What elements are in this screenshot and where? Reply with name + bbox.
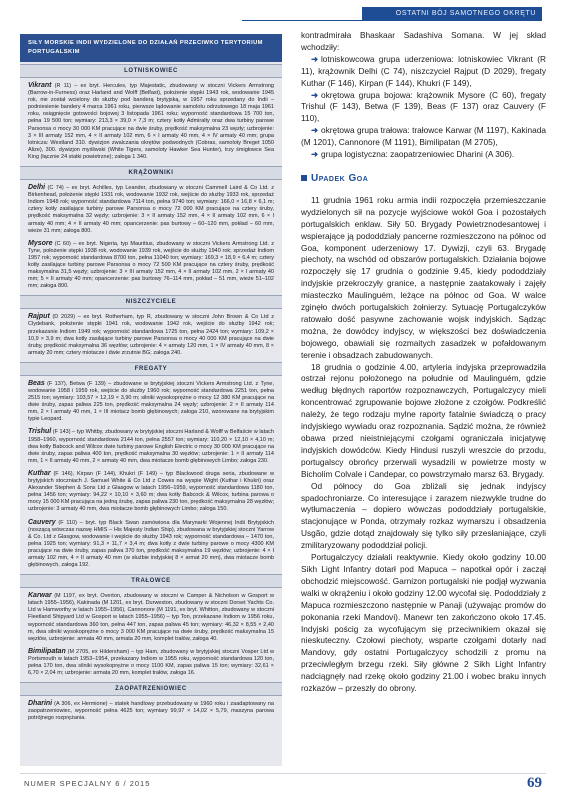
sidebar-section-heading: KRĄŻOWNIKI xyxy=(20,166,282,180)
ship-name: Trishul xyxy=(28,428,52,436)
ship-entry xyxy=(20,311,282,360)
ship-entry xyxy=(20,182,282,238)
ship-description: (D 2029) – ex bryt. Rotherham, typ R, zbudowany w stoczni John Brown & Co Ltd z Clydebank, położenie stępki 1941 rok, wodowanie 1942 rok, wejście do służby 1942 rok; przekazanie Indiom 1949 rok; wyporność standardowa 1725 ton, pełna 2424 ton; wymiary: 109,2 × 10,9 × 3,9 m; dwa kotły zasilające turbiny parowe Parsonsa o mocy 40 000 KM pracujące na dwie śruby, prędkość maksymalna 36 węzłów; uzbrojenie: 4 × armaty 120 mm, 1 × IV armaty 40 mm, 8 × armaty 20 mm; cztery miotacze i dwie zrzutnie BG; załoga 240. xyxy=(28,314,274,356)
arrow-bullet-icon: ➜ xyxy=(311,89,318,100)
ship-name: Karwar xyxy=(28,592,52,600)
sidebar-section-heading: FREGATY xyxy=(20,362,282,376)
force-group-text: okrętowa grupa bojowa: krążownik Mysore (C 60), fregaty Trishul (F 143), Betwa (F 139), Beas (F 137) oraz Cauvery (F 110), xyxy=(301,89,546,124)
arrow-bullet-icon: ➜ xyxy=(311,149,318,160)
ship-name: Kuthar xyxy=(28,469,51,477)
force-group-list xyxy=(301,54,546,161)
ship-name: Cauvery xyxy=(28,518,56,526)
ship-description: (C 74) – ex bryt. Achilles, typ Leander, zbudowany w stoczni Cammell Laird & Co Ltd. z Birkenhead, położenie stępki 1931 rok, wodowanie 1932 rok, wejście do służby 1933 rok, sprzedaż Indiom 1948 rok; wyporność standardowa 7114 ton, pełna 9740 ton; wymiary: 166,0 × 16,8 × 6,1 m; cztery kotły zasilające turbiny parowe Parsonsa o mocy 72 000 KM pracujące na cztery śruby, prędkość maksymalna 32 węzły; uzbrojenie: 3 × II armaty 152 mm, 4 × II armaty 102 mm, 6 × I armaty 40 mm; 4 × II armaty 40 mm; opancerzenie: pas burtowy – 60–120 mm, pokład – 60 mm, wieże 31 mm; załoga 800. xyxy=(28,185,274,234)
force-group-item xyxy=(301,125,546,149)
ship-name: Mysore xyxy=(28,239,53,247)
sidebar-section-heading: NISZCZYCIELE xyxy=(20,295,282,309)
ship-description: (F 110) – bryt. typ Black Swan zamówiona dla Marynarki Wojennej Indii Brytyjskich (noszącą wówczas nazwę HMIS – His Majesty Indian Ship), zbudowana w brytyjskiej stoczni Yarrow & Co. Ltd z Glasgow, wodowanie i wejście do służby 1943 rok; wyporność standardowa – 1470 ton, pełna 1925 ton; wymiary: 91,3 × 11,7 × 3,4 m; dwa kotły z dwie turbiny parowe o mocy 4300 KM pracujące na dwie śruby, zapas paliwa 370 ton, prędkość maksymalna 19 węzłów; uzbrojenie: 4 × I armaty 102 mm, 4 × II armaty 40 mm (w służbie indyjskiej 8 × armat 20 mm), dwa miotacze bomb głębinowych, załoga 192. xyxy=(28,519,274,569)
sidebar-section-heading: TRAŁOWCE xyxy=(20,574,282,588)
article-column xyxy=(301,30,546,695)
ship-entry xyxy=(20,80,282,164)
sidebar-sections xyxy=(20,64,282,725)
article-body xyxy=(301,195,546,695)
ship-entry xyxy=(20,238,282,294)
article-intro: kontradmirała Bhaskaar Sadashiva Somana. W jej skład wchodziły: xyxy=(301,30,546,52)
section-title-text: Upadek Goa xyxy=(311,172,369,184)
ship-description: (F 137), Betwa (F 139) – zbudowane w brytyjskiej stoczni Vickers Armstrong Ltd. z Tyne, wodowanie 1958 i 1959 rok, wejście do służby 1960 rok; wyporność standardowa 2251 ton, pełna 2515 ton; wymiary: 103,57 × 12,19 × 3,90 m; silniki wysokoprężne o mocy 12 380 KM pracujące na dwie śruby, zapas paliwa 225 ton, prędkość maksymalna 24 węzły; uzbrojenie: 2 × II armaty 114 mm, 2 × I armaty 40 mm, 1 × III miotacz bomb głębinowych; załoga 210, wzorowane na brytyjskim typie Leopard. xyxy=(28,380,274,423)
ship-name: Rajput xyxy=(28,313,50,321)
ship-entry xyxy=(20,426,282,467)
ship-entry xyxy=(20,590,282,646)
ship-description: (M 2705, ex Hildersham) – typ Ham, zbudowany w brytyjskiej stoczni Vosper Ltd w Portsmouth w latach 1953–1954, przekazany Indiom w 1955 roku, wyporność standardowa 120 ton, pełna 170 ton, dwa silniki wysokoprężne o mocy 1100 KM, zapas paliwa 15 ton; wymiary: 32,61 × 6,70 × 2,04 m; uzbrojenie: armata 20 mm, komplet trałów, załoga 16. xyxy=(28,648,274,677)
footer-rule xyxy=(20,773,546,774)
arrow-bullet-icon: ➜ xyxy=(311,125,318,136)
ship-entry xyxy=(20,378,282,427)
article-paragraph: 18 grudnia o godzinie 4.00, artyleria indyjska przeprowadziła ostrzał rejonu położonego na południe od Maulinguém, gdzie według błędnych raportów rozpoznawczych, Portugalczycy mieli koncentrować zgrupowanie bojowe złożone z czołgów. Podkreślić należy, że tego rodzaju mylne raporty fatalnie świadczą o pracy indyjskiego wywiadu oraz rozpoznania. Sądzić można, że również obawa przed nieistniejącymi czołgami ograniczała inicjatywę indyjskich dowódców. Kiedy Hindusi ruszyli wreszcie do przodu, portugalscy obrońcy przerwali wysadzili w powietrze mosty w Bicholim Colvale i Candepar, co powstrzymało marsz 63. Brygady. xyxy=(301,361,546,479)
force-group-item xyxy=(301,149,546,161)
force-group-text: okrętowa grupa trałowa: trałowce Karwar (M 1197), Kakinada (M 1201), Cannonore (M 1191), Bimilipatan (M 2705), xyxy=(301,125,546,148)
ship-name: Bimilipatan xyxy=(28,647,66,655)
ship-description: (R 11) – ex bryt. Hercules, typ Majestatic, zbudowany w stoczni Vickers Armstrong (Barrow-in-Furness) oraz Harland and Wolff (Belfast), położenie stępki 1943 rok, wodowanie 1945 rok, nie został wcielony do służby pod banderą brytyjską, w 1957 roku sprzedany do Indii – podniesienie bandery 4 marca 1961 roku, pierwsze lądowanie samolotu odrzutowego 18 maja 1961 roku, osiągnięcie gotowości bojowej 3 listopada 1961 roku; wyporność standardowa 15 700 ton, pełna 19 500 ton; wymiary: 213,3 × 39,0 × 7,3 m; cztery kotły Admiralty oraz dwa turbiny parowe Parsonsa o mocy 30 000 KM pracujące na dwie śruby, prędkość maksymalna 23 węzły; uzbrojenie: 3 × III armaty 152 mm, 4 × II armaty 102 mm, 6 × I armaty 40 mm, 4 × IV armaty 40 mm; grupa lotnicza: Westland 310. dywizjon zwalczania okrętów podwodnych (Cobras, samoloty Breget 1050 Alize), 300. dywizjon myśliwski (White Tigers, samoloty Hawker Sea Hunter), trzy śmigłowce Sea King (łącznie 24 statki powietrzne); załoga 1 340. xyxy=(28,83,274,160)
force-group-item xyxy=(301,90,546,126)
page-number: 69 xyxy=(527,775,542,791)
ship-description: (F 146), Kirpan (F 144), Khukri (F 149) – typ Blackwood druga seria, zbudowane w brytyjskich stoczniach J. Samuel White & Co Ltd z Cowes na wyspie Wight (Kuthar i Khukri) oraz Alexander Stephen & Sons Ltd z Glasgow w latach 1956–1959, wyporność standardowa 1180 ton, pełna 1456 ton; wymiary: 94,22 × 10,10 × 3,60 m; dwa kotły Babcock & Wilcox, turbina parowa o mocy 15 000 KM pracująca na jedną śrubę, zapas paliwa 230 ton, prędkość maksymalna 28 węzłów; uzbrojenie: 3 armaty 40 mm, dwa miotacze bomb głębinowych Limbo; załoga 150. xyxy=(28,470,274,513)
ship-entry xyxy=(20,698,282,725)
running-title: OSTATNI BÓJ SAMOTNEGO OKRĘTU xyxy=(362,7,542,21)
sidebar-section-heading: LOTNISKOWIEC xyxy=(20,64,282,78)
ship-name: Vikrant xyxy=(28,82,52,89)
header-rule xyxy=(242,20,542,21)
ship-entry xyxy=(20,517,282,573)
article-paragraph: Portugalczycy działali reaktywnie. Kiedy około godziny 10.00 Sikh Light Infantry dotarł pod Mapuca – napotkał opór i zaczął obchodzić miejscowość. Garnizon portugalski nie podjął wyzwania walki w okrążeniu i około godziny 12.00 wycofał się. Pododdziały z Mapuca rozmieszczono następnie w Panaji (używając promów do pokonania rzeki Mandovi). Manewr ten zakończono około 17.45. Indyjski pościg za wycofującym się przeciwnikiem okazał się nieskuteczny. Czołowi piechoty, wsparte czołgami dotarły nad Mandovy, gdy ostatni Portugalczycy schodzili z promu na przeciwległym brzegu rzeki. Siły główne 2 Sikh Light Infantry nadciągnęły nad rzekę około godziny 21.00 i wobec braku innych rozkazów – przeszły do obrony. xyxy=(301,552,546,694)
arrow-bullet-icon: ➜ xyxy=(311,53,318,64)
ship-description: (F 143) – typ Whitby, zbudowany w brytyjskiej stoczni Harland & Wolff w Belfaście w latach 1958–1960, wyporność standardowa 2144 ton, pełna 2557 ton; wymiary: 110,20 × 12,10 × 4,10 m; dwa kotły Babcock and Wilcox dwie turbiny parowe English Electric o mocy 30 000 KM pracujące na dwie śruby, zapas paliwa 400 ton, prędkość maksymalna 30 węzłów; uzbrojenie: 1 × II armaty 114 mm, 1 × II armaty 40 mm, 2 × armaty 40 mm, dwa miotacze bomb głębinowych Limbo; załoga 230. xyxy=(28,429,274,464)
ship-description: (M 1197, ex bryt. Overton, zbudowany w stoczni w Camper & Nicholson w Gosport w latach 1955–1956), Kakinada (M 1201, ex bryt. Durweston, zbudowany w stoczni Dorset Yachts Co. Ltd w Hamworthy w latach 1955–1956), Cannonore (M 1191, ex bryt. Whitton, zbudowany w stoczni Fleetland Shipyard Ltd w Gosport w latach 1955–1956) – typ Ton, przekazane Indiom w 1956 roku, wyporność standardowa 360 ton, pełna 447 ton, zapas paliwa 45 ton; wymiary: 46,32 × 8,55 × 2,40 m, dwa silniki wysokoprężne o mocy 3 000 KM pracujące na dwie śruby, prędkość maksymalna 15 węzłów, uzbrojenie: armata 40 mm, armata 20 mm, komplet trałów, załoga 40. xyxy=(28,593,274,642)
ship-name: Dharini xyxy=(28,700,53,708)
ship-description: (A 306, ex Hermione) – statek handlowy przebudowany w 1960 roku i zaadaptowany na zaopatrzeniowiec, wyporność pełna 4625 ton; wymiary 99,97 × 14,02 × 5,79, maszyna parowa potrójnego rozprężania. xyxy=(28,701,274,722)
article-paragraph: Od północy do Goa zbliżali się jednak indyjscy spadochroniarze. Co interesujące i zarazem niezwykle trudne do wytłumaczenia – dopiero wówczas pododdziały portugalskie, stacjonujące w Ponda, otrzymały rozkaz wymarszu i obsadzenia Usgão, gdzie dotąd znajdowały się tylko siły przesłaniające, czyli zmilitaryzowany pododdział policji. xyxy=(301,480,546,551)
section-marker-icon xyxy=(301,175,307,181)
ship-entry xyxy=(20,468,282,517)
sidebar-title: SIŁY MORSKIE INDII WYDZIELONE DO DZIAŁAŃ PRZECIWKO TERYTORIUM PORTUGALSKIM xyxy=(20,34,282,62)
force-group-text: lotniskowcowa grupa uderzeniowa: lotniskowiec Vikrant (R 11), krążownik Delhi (C 74), niszczyciel Rajput (D 2029), fregaty Kuthar (F 146), Kirpan (F 144), Khukri (F 149), xyxy=(301,53,546,88)
ship-name: Beas xyxy=(28,379,45,387)
ship-name: Delhi xyxy=(28,184,46,192)
ships-sidebar-box xyxy=(20,34,282,766)
ship-entry xyxy=(20,646,282,680)
sidebar-section-heading: ZAOPATRZENIOWIEC xyxy=(20,682,282,696)
article-paragraph: 11 grudnia 1961 roku armia indii rozpoczęła przemieszczanie wydzielonych sił na pozycje wyjściowe wokół Goa i pozostałych portugalskich enklaw. Siły 50. Brygady Powietrznodesantowej i wspierające ją pododdziały pancerne rozmieszczono na północ od Goa, komponent uderzeniowy 17. Dywizji, czyli 63. Brygadę piechoty, na wschód od obszarów portugalskich. Działania bojowe rozpoczęły się 17 grudnia o godzinie 9.45, kiedy pododdziały indyjskie przekroczyły granice, a następnie zaatakowały i zajęły miasteczko Maulinguém, leżące na północ od Goa. W walce zginęło dwóch portugalskich żołnierzy. Sytuację Portugalczyków ratowało dość pasywne zachowanie wojsk indyjskich. Sądząc można, że dowódcy indyjscy, w większości bez doświadczenia bojowego, obawiali się rozmaitych zasadzek w pofałdowanym terenie i obsadzach zabudowanych. xyxy=(301,194,546,360)
ship-description: (C 60) – ex bryt. Nigeria, typ Mauritius, zbudowany w stoczni Vickers Armstrong Ltd. z Tyne, położenie stępki 1938 rok, wodowanie 1939 rok, wejście do służby 1940 rok; sprzedaż Indiom 1957 rok; wyporność standardowa 8700 ton, pełna 11040 ton; wymiary: 169,3 × 18,9 × 6,4 m; cztery kotły zasilające turbiny parowe Parsonsa o mocy 72 500 KM pracujące na cztery śruby, prędkość maksymalna 31,5 węzły; uzbrojenie: 3 × III armaty 152 mm, 4 × II armaty 102 mm, 2 × I armaty 40 mm; 5 × II armaty 40 mm; opancerzenie: pas burtowy 76–114 mm, pokład – 51 mm, wieże 51–102 mm; załoga 800. xyxy=(28,240,274,290)
force-group-text: grupa logistyczna: zaopatrzeniowiec Dharini (A 306). xyxy=(320,149,515,160)
magazine-issue-label: NUMER SPECJALNY 6 / 2015 xyxy=(24,779,151,788)
force-group-item xyxy=(301,54,546,90)
section-title xyxy=(301,173,546,185)
